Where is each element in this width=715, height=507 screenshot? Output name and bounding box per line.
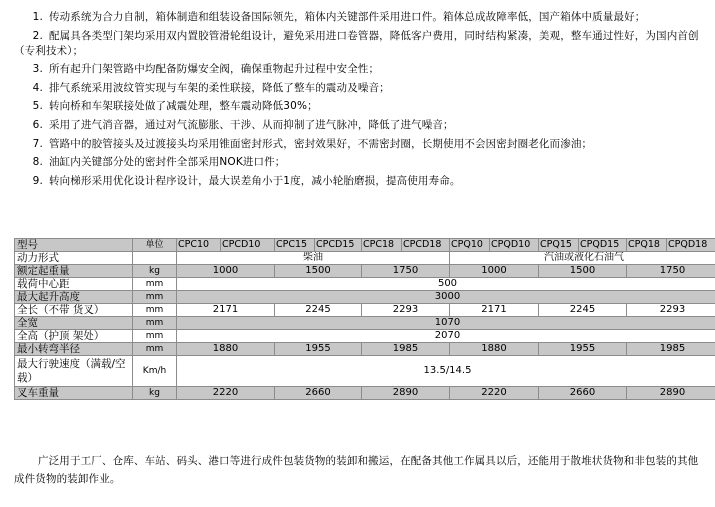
feature-number: 4.	[32, 81, 43, 94]
feature-text: 转向桥和车架联接处做了减震处理，整车震动降低30%；	[49, 100, 318, 113]
table-cell: 2890	[362, 387, 450, 400]
feature-text: 传动系统为合力自制，箱体制造和组装设备国际领先，箱体内关键部件采用进口件。箱体总成故障率低，国产箱体中质量最好；	[49, 11, 646, 23]
header-label: 型号	[15, 239, 133, 252]
model-code: CPC18	[362, 239, 402, 252]
table-cell: 3000	[177, 291, 715, 304]
table-cell: 2070	[177, 330, 715, 343]
row-label: 全高（护顶 架处）	[15, 330, 133, 343]
header-unit: 单位	[133, 239, 177, 252]
table-row	[15, 304, 715, 317]
closing-paragraph: 广泛用于工厂、仓库、车站、码头、港口等进行成件包装货物的装卸和搬运，在配备其他工作属具以后，还能用于散堆状货物和非包装的其他成件货物的装卸作业。	[14, 455, 699, 485]
feature-number: 3.	[32, 63, 43, 76]
table-cell: 2890	[627, 387, 715, 400]
row-unit: kg	[133, 387, 177, 400]
feature-number: 2.	[32, 29, 43, 42]
spec-table	[14, 238, 715, 400]
feature-item	[14, 10, 706, 25]
row-unit: Km/h	[133, 356, 177, 387]
feature-number: 7.	[32, 137, 43, 150]
table-header-row	[15, 239, 715, 252]
model-code: CPQ10	[450, 239, 490, 252]
table-cell: 2660	[275, 387, 362, 400]
feature-item	[14, 62, 706, 77]
table-cell: 13.5/14.5	[177, 356, 715, 387]
feature-number: 9.	[32, 174, 43, 187]
table-row	[15, 278, 715, 291]
table-cell: 1955	[275, 343, 362, 356]
table-cell: 2293	[362, 304, 450, 317]
table-cell: 500	[177, 278, 715, 291]
feature-number: 5.	[32, 100, 43, 113]
row-label: 载荷中心距	[15, 278, 133, 291]
table-row	[15, 252, 715, 265]
table-row	[15, 291, 715, 304]
table-cell: 1500	[539, 265, 627, 278]
feature-text: 配属具各类型门架均采用双内置胶管滑轮组设计，避免采用进口卷管器，降低客户费用，同时结构紧凑，美观，整车通过性好，为国内首创（专利技术）；	[14, 29, 699, 57]
feature-item	[14, 137, 706, 152]
table-cell: 1955	[539, 343, 627, 356]
feature-list	[14, 10, 706, 192]
row-unit: mm	[133, 343, 177, 356]
table-row	[15, 356, 715, 387]
row-label: 最大起升高度	[15, 291, 133, 304]
table-cell: 1750	[362, 265, 450, 278]
feature-number: 6.	[32, 118, 43, 131]
model-code: CPQD18	[667, 239, 715, 252]
power-gas: 汽油或液化石油气	[450, 252, 715, 265]
row-unit: mm	[133, 317, 177, 330]
table-cell: 2220	[450, 387, 539, 400]
model-code: CPC10	[177, 239, 221, 252]
row-label: 最小转弯半径	[15, 343, 133, 356]
table-cell: 2220	[177, 387, 275, 400]
row-label: 叉车重量	[15, 387, 133, 400]
feature-text: 采用了进气消音器，通过对气流膨胀、干涉、从而抑制了进气脉冲，降低了进气噪音；	[49, 118, 454, 131]
feature-item	[14, 29, 706, 59]
table-row	[15, 343, 715, 356]
row-unit: mm	[133, 330, 177, 343]
row-label: 动力形式	[15, 252, 133, 265]
table-cell: 1750	[627, 265, 715, 278]
table-cell: 1880	[450, 343, 539, 356]
feature-item	[14, 118, 706, 133]
power-diesel: 柴油	[177, 252, 450, 265]
table-cell: 1985	[362, 343, 450, 356]
table-cell: 1500	[275, 265, 362, 278]
table-row	[15, 265, 715, 278]
row-unit: mm	[133, 291, 177, 304]
feature-item	[14, 174, 706, 189]
feature-text: 油缸内关键部分处的密封件全部采用NOK进口件；	[49, 156, 286, 169]
table-cell: 1070	[177, 317, 715, 330]
table-cell: 1985	[627, 343, 715, 356]
row-label: 全宽	[15, 317, 133, 330]
model-code: CPQ15	[539, 239, 579, 252]
feature-text: 管路中的胶管接头及过渡接头均采用锥面密封形式，密封效果好，不需密封圈，长期使用不会因密封圈老化而渗油；	[49, 137, 593, 150]
feature-item	[14, 99, 706, 114]
model-code: CPQD15	[579, 239, 627, 252]
model-code: CPCD10	[221, 239, 275, 252]
table-row	[15, 317, 715, 330]
feature-item	[14, 81, 706, 96]
feature-text: 所有起升门架管路中均配备防爆安全阀，确保重物起升过程中安全性；	[49, 63, 380, 76]
feature-text: 转向梯形采用优化设计程序设计，最大误差角小于1度，减小轮胎磨损，提高使用寿命。	[49, 174, 461, 187]
row-unit	[133, 252, 177, 265]
model-code: CPC15	[275, 239, 315, 252]
row-label: 全长（不带 货叉）	[15, 304, 133, 317]
feature-number: 1.	[32, 11, 43, 23]
feature-item	[14, 155, 706, 170]
table-cell: 1000	[450, 265, 539, 278]
feature-number: 8.	[32, 156, 43, 169]
row-unit: kg	[133, 265, 177, 278]
row-label: 最大行驶速度（满载/空载）	[15, 356, 133, 387]
table-row	[15, 330, 715, 343]
table-cell: 1000	[177, 265, 275, 278]
model-code: CPQD10	[490, 239, 539, 252]
table-cell: 2245	[275, 304, 362, 317]
table-cell: 2293	[627, 304, 715, 317]
table-cell: 2660	[539, 387, 627, 400]
model-code: CPCD15	[315, 239, 362, 252]
table-cell: 2171	[177, 304, 275, 317]
table-row	[15, 387, 715, 400]
model-code: CPCD18	[402, 239, 450, 252]
row-unit: mm	[133, 304, 177, 317]
model-code: CPQ18	[627, 239, 667, 252]
feature-text: 排气系统采用波纹管实现与车架的柔性联接，降低了整车的震动及噪音；	[49, 81, 390, 94]
table-cell: 1880	[177, 343, 275, 356]
row-unit: mm	[133, 278, 177, 291]
row-label: 额定起重量	[15, 265, 133, 278]
table-cell: 2245	[539, 304, 627, 317]
table-cell: 2171	[450, 304, 539, 317]
